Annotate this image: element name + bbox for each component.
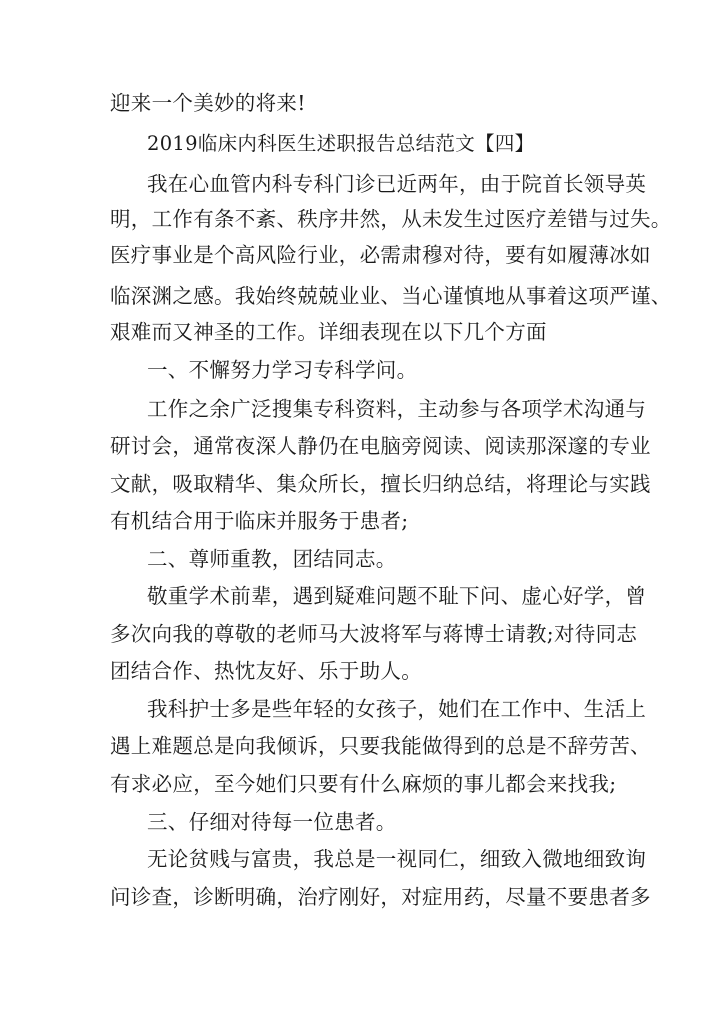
section-title: 2019临床内科医生述职报告总结范文【四】 xyxy=(147,132,535,155)
text-line: 有机结合用于临床并服务于患者; xyxy=(110,509,409,533)
text-line: 文献，吸取精华、集众所长，擅长归纳总结，将理论与实践 xyxy=(110,472,651,496)
text-line: 艰难而又神圣的工作。详细表现在以下几个方面 xyxy=(110,320,547,344)
text-line: 无论贫贱与富贵，我总是一视同仁，细致入微地细致询 xyxy=(147,847,647,871)
text-line: 我科护士多是些年轻的女孩子，她们在工作中、生活上 xyxy=(147,697,647,721)
text-line: 临深渊之感。我始终兢兢业业、当心谨慎地从事着这项严谨、 xyxy=(110,284,672,308)
text-line: 遇上难题总是向我倾诉，只要我能做得到的总是不辞劳苦、 xyxy=(110,734,651,758)
text-line: 工作之余广泛搜集专科资料，主动参与各项学术沟通与 xyxy=(147,397,647,421)
section-heading: 一、不懈努力学习专科学问。 xyxy=(147,358,418,382)
text-line: 研讨会，通常夜深人静仍在电脑旁阅读、阅读那深邃的专业 xyxy=(110,434,651,458)
text-line: 迎来一个美妙的将来! xyxy=(110,91,306,115)
section-heading: 二、尊师重教，团结同志。 xyxy=(147,547,397,571)
text-line: 多次向我的尊敬的老师马大波将军与蒋博士请教;对待同志 xyxy=(110,622,638,646)
text-line: 问诊查，诊断明确，治疗刚好，对症用药，尽量不要患者多 xyxy=(110,885,651,909)
text-line: 医疗事业是个高风险行业，必需肃穆对待，要有如履薄冰如 xyxy=(110,243,651,267)
text-line: 团结合作、热忱友好、乐于助人。 xyxy=(110,659,422,683)
section-heading: 三、仔细对待每一位患者。 xyxy=(147,810,397,834)
text-line: 敬重学术前辈，遇到疑难问题不耻下问、虚心好学，曾 xyxy=(147,584,647,608)
text-line: 我在心血管内科专科门诊已近两年，由于院首长领导英 xyxy=(147,172,647,196)
text-line: 有求必应，至今她们只要有什么麻烦的事儿都会来找我; xyxy=(110,772,617,796)
text-line: 明，工作有条不紊、秩序井然，从未发生过医疗差错与过失。 xyxy=(110,207,672,231)
